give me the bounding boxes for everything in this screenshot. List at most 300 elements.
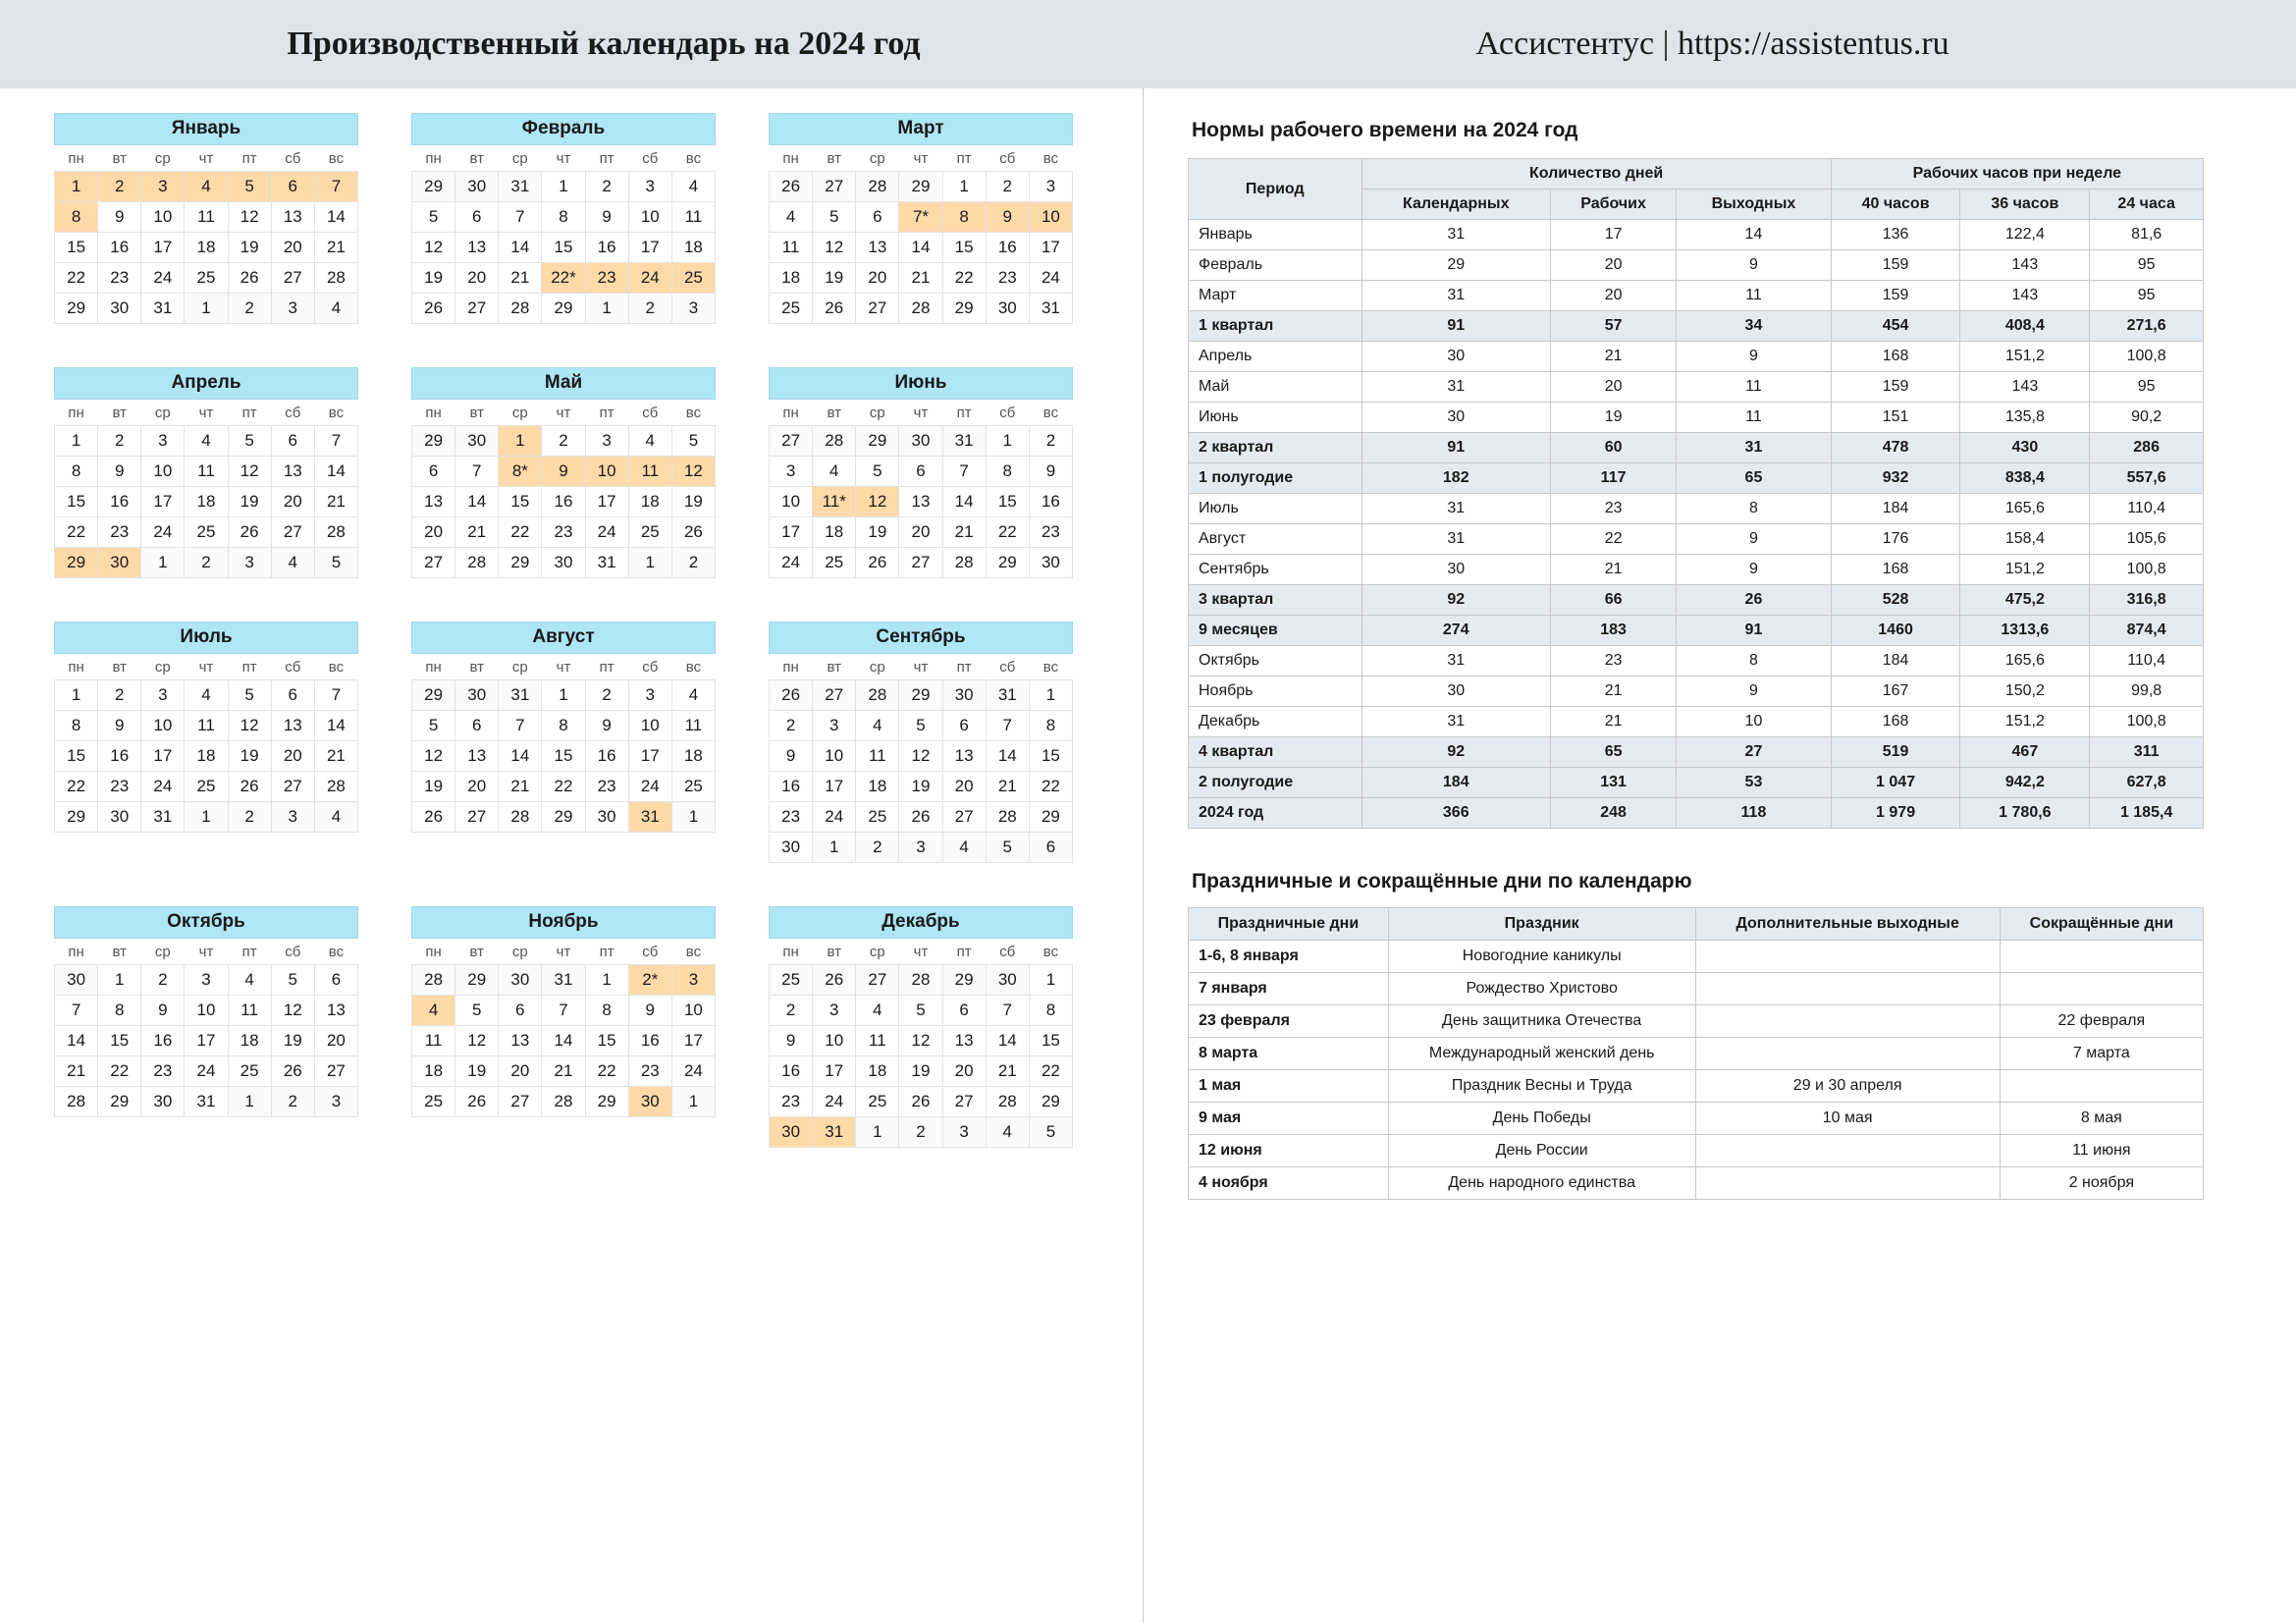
holiday-cell-name: Новогодние каникулы [1388, 941, 1695, 973]
day-cell: 29 [1029, 802, 1072, 833]
weekday-label: сб [285, 944, 301, 960]
month-январь [54, 113, 358, 324]
day-cell: 6 [899, 457, 942, 487]
day-cell: 15 [942, 233, 986, 263]
day-cell: 5 [671, 426, 715, 457]
week-row [412, 426, 716, 457]
day-cell: 1 [98, 965, 141, 996]
weekday-label: сб [285, 405, 301, 421]
day-cell: 17 [141, 487, 185, 517]
week-row [770, 426, 1073, 457]
day-cell: 5 [412, 711, 455, 741]
week-row [770, 741, 1073, 772]
day-cell: 24 [770, 548, 813, 578]
day-cell: 14 [314, 711, 357, 741]
norms-header-days-group: Количество дней [1362, 159, 1831, 189]
week-row [770, 802, 1073, 833]
day-cell: 8 [98, 996, 141, 1026]
day-cell: 27 [899, 548, 942, 578]
day-cell: 31 [141, 802, 185, 833]
norms-cell-weekend: 118 [1677, 798, 1831, 829]
day-cell: 28 [899, 294, 942, 324]
day-cell: 13 [314, 996, 357, 1026]
day-cell: 25 [671, 772, 715, 802]
table-row [1189, 1070, 2204, 1103]
day-cell: 27 [455, 802, 499, 833]
day-cell: 20 [271, 233, 314, 263]
day-cell: 10 [813, 1026, 856, 1056]
norms-cell-h36: 143 [1960, 281, 2090, 311]
day-cell: 18 [671, 233, 715, 263]
day-cell: 9 [585, 711, 628, 741]
norms-cell-period: Ноябрь [1189, 676, 1362, 707]
weekday-label: ср [154, 405, 171, 421]
norms-cell-calendar: 182 [1362, 463, 1550, 494]
day-cell: 1 [1029, 680, 1072, 711]
day-cell: 5 [455, 996, 499, 1026]
day-cell: 28 [314, 517, 357, 548]
day-cell: 21 [55, 1056, 98, 1087]
weekday-label: пт [599, 405, 614, 421]
week-row [770, 548, 1073, 578]
day-cell: 29 [899, 680, 942, 711]
norms-cell-working: 20 [1550, 372, 1676, 403]
day-cell: 2 [671, 548, 715, 578]
brand-link[interactable]: Ассистентус | https://assistentus.ru [1475, 26, 1949, 62]
day-cell: 3 [671, 965, 715, 996]
day-cell: 27 [813, 172, 856, 202]
norms-cell-weekend: 9 [1677, 555, 1831, 585]
week-row [770, 996, 1073, 1026]
day-cell: 4 [185, 172, 228, 202]
norms-cell-working: 21 [1550, 676, 1676, 707]
norms-cell-working: 66 [1550, 585, 1676, 616]
norms-cell-h40: 454 [1831, 311, 1960, 342]
day-cell: 10 [141, 711, 185, 741]
holiday-cell-short: 8 мая [2000, 1103, 2203, 1135]
day-cell: 18 [185, 487, 228, 517]
weekday-label: пт [956, 405, 972, 421]
weekday-label: ср [511, 944, 528, 960]
day-cell: 25 [856, 802, 899, 833]
day-cell: 12 [856, 487, 899, 517]
day-cell: 3 [628, 172, 671, 202]
day-cell: 6 [1029, 833, 1072, 863]
day-cell: 26 [412, 802, 455, 833]
norms-cell-h36: 1 780,6 [1960, 798, 2090, 829]
calendar-column [0, 88, 1144, 1623]
day-cell: 19 [412, 263, 455, 294]
day-cell: 5 [228, 680, 271, 711]
weekday-label: вт [112, 150, 127, 167]
day-cell: 3 [813, 711, 856, 741]
day-cell: 29 [1029, 1087, 1072, 1117]
norms-cell-calendar: 31 [1362, 372, 1550, 403]
day-cell: 29 [98, 1087, 141, 1117]
month-title: Октябрь [54, 906, 358, 939]
norms-cell-calendar: 30 [1362, 342, 1550, 372]
norms-cell-working: 21 [1550, 342, 1676, 372]
week-row [55, 517, 358, 548]
weekday-label: вс [685, 944, 702, 960]
month-декабрь [769, 906, 1073, 1148]
day-cell: 4 [314, 802, 357, 833]
day-cell: 6 [314, 965, 357, 996]
month-grid [769, 939, 1073, 1148]
norms-cell-period: 1 квартал [1189, 311, 1362, 342]
norms-cell-h40: 1 047 [1831, 768, 1960, 798]
day-cell: 9 [585, 202, 628, 233]
day-cell: 26 [813, 965, 856, 996]
day-cell: 30 [542, 548, 585, 578]
week-row [55, 1087, 358, 1117]
day-cell: 25 [228, 1056, 271, 1087]
norms-cell-h36: 165,6 [1960, 494, 2090, 524]
holidays-header: Дополнительные выходные [1695, 908, 2000, 941]
weekday-label: вт [827, 659, 841, 676]
table-row [1189, 281, 2204, 311]
norms-cell-weekend: 53 [1677, 768, 1831, 798]
day-cell: 20 [455, 772, 499, 802]
holiday-cell-date: 9 мая [1189, 1103, 1389, 1135]
day-cell: 12 [813, 233, 856, 263]
day-cell: 29 [942, 965, 986, 996]
norms-cell-h36: 143 [1960, 372, 2090, 403]
day-cell: 29 [942, 294, 986, 324]
weekday-label: пт [599, 150, 614, 167]
day-cell: 2 [628, 294, 671, 324]
day-cell: 9 [1029, 457, 1072, 487]
table-row [1189, 1135, 2204, 1167]
weekday-label: пн [782, 405, 799, 421]
norms-cell-period: Сентябрь [1189, 555, 1362, 585]
day-cell: 9 [141, 996, 185, 1026]
day-cell: 17 [141, 233, 185, 263]
day-cell: 8 [55, 711, 98, 741]
day-cell: 7 [499, 202, 542, 233]
weekday-label: пн [782, 150, 799, 167]
norms-cell-h36: 151,2 [1960, 555, 2090, 585]
weekday-label: чт [913, 944, 929, 960]
table-row [1189, 311, 2204, 342]
day-cell: 21 [314, 487, 357, 517]
day-cell: 23 [542, 517, 585, 548]
day-cell: 22 [585, 1056, 628, 1087]
norms-cell-period: Апрель [1189, 342, 1362, 372]
week-row [412, 1056, 716, 1087]
day-cell: 28 [499, 802, 542, 833]
week-row [412, 487, 716, 517]
day-cell: 8 [942, 202, 986, 233]
norms-cell-h36: 1313,6 [1960, 616, 2090, 646]
norms-cell-weekend: 11 [1677, 403, 1831, 433]
norms-cell-weekend: 27 [1677, 737, 1831, 768]
day-cell: 9 [628, 996, 671, 1026]
day-cell: 28 [455, 548, 499, 578]
day-cell: 29 [412, 680, 455, 711]
week-row [55, 1026, 358, 1056]
day-cell: 2 [899, 1117, 942, 1148]
norms-cell-period: 3 квартал [1189, 585, 1362, 616]
day-cell: 23 [986, 263, 1029, 294]
day-cell: 29 [542, 802, 585, 833]
day-cell: 11 [412, 1026, 455, 1056]
week-row [412, 294, 716, 324]
day-cell: 26 [228, 263, 271, 294]
norms-cell-h40: 932 [1831, 463, 1960, 494]
day-cell: 13 [942, 1026, 986, 1056]
day-cell: 15 [585, 1026, 628, 1056]
day-cell: 16 [542, 487, 585, 517]
day-cell: 27 [942, 802, 986, 833]
day-cell: 7 [314, 172, 357, 202]
day-cell: 13 [271, 202, 314, 233]
day-cell: 21 [986, 772, 1029, 802]
day-cell: 8* [499, 457, 542, 487]
week-row [412, 772, 716, 802]
table-row [1189, 1005, 2204, 1038]
holidays-header: Сокращённые дни [2000, 908, 2203, 941]
day-cell: 9 [542, 457, 585, 487]
weekday-label: пн [425, 150, 442, 167]
day-cell: 1 [542, 680, 585, 711]
norms-cell-working: 60 [1550, 433, 1676, 463]
day-cell: 30 [55, 965, 98, 996]
holiday-cell-extra [1695, 973, 2000, 1005]
weekday-label: вт [827, 150, 841, 167]
weekday-label: вт [469, 659, 484, 676]
month-grid [54, 654, 358, 833]
day-cell: 7 [55, 996, 98, 1026]
week-row [770, 294, 1073, 324]
day-cell: 20 [899, 517, 942, 548]
day-cell: 30 [770, 1117, 813, 1148]
day-cell: 1 [55, 680, 98, 711]
day-cell: 1 [585, 294, 628, 324]
weekday-label: вс [328, 150, 345, 167]
day-cell: 28 [499, 294, 542, 324]
norms-cell-working: 248 [1550, 798, 1676, 829]
table-row [1189, 941, 2204, 973]
day-cell: 2 [585, 680, 628, 711]
page-header [0, 0, 2296, 88]
day-cell: 26 [856, 548, 899, 578]
norms-cell-h40: 1460 [1831, 616, 1960, 646]
day-cell: 18 [856, 772, 899, 802]
day-cell: 2 [770, 711, 813, 741]
day-cell: 25 [671, 263, 715, 294]
day-cell: 4 [671, 680, 715, 711]
weekday-label: чт [198, 944, 214, 960]
weekday-label: пн [68, 150, 84, 167]
weekday-label: сб [642, 150, 659, 167]
weekday-label: чт [556, 659, 571, 676]
day-cell: 23 [770, 802, 813, 833]
weekday-label: сб [999, 405, 1016, 421]
norms-cell-h24: 1 185,4 [2090, 798, 2204, 829]
day-cell: 27 [942, 1087, 986, 1117]
day-cell: 6 [455, 711, 499, 741]
day-cell: 3 [813, 996, 856, 1026]
norms-cell-working: 22 [1550, 524, 1676, 555]
norms-cell-calendar: 30 [1362, 676, 1550, 707]
day-cell: 16 [1029, 487, 1072, 517]
weekday-label: ср [869, 405, 885, 421]
month-grid [54, 145, 358, 324]
week-row [770, 263, 1073, 294]
week-row [770, 517, 1073, 548]
table-row [1189, 1167, 2204, 1200]
day-cell: 30 [98, 294, 141, 324]
day-cell: 17 [185, 1026, 228, 1056]
day-cell: 12 [412, 741, 455, 772]
norms-cell-h24: 271,6 [2090, 311, 2204, 342]
day-cell: 29 [499, 548, 542, 578]
norms-cell-h24: 286 [2090, 433, 2204, 463]
day-cell: 10 [141, 457, 185, 487]
norms-cell-calendar: 31 [1362, 281, 1550, 311]
day-cell: 2 [542, 426, 585, 457]
norms-cell-h24: 316,8 [2090, 585, 2204, 616]
weekday-label: ср [154, 659, 171, 676]
day-cell: 10 [813, 741, 856, 772]
day-cell: 4 [671, 172, 715, 202]
day-cell: 3 [585, 426, 628, 457]
day-cell: 30 [98, 548, 141, 578]
norms-cell-period: Январь [1189, 220, 1362, 250]
weekday-label: пн [68, 944, 84, 960]
norms-header-calendar: Календарных [1362, 189, 1550, 220]
day-cell: 11 [671, 711, 715, 741]
weekday-label: вс [328, 944, 345, 960]
norms-header-h24: 24 часа [2090, 189, 2204, 220]
day-cell: 22 [55, 772, 98, 802]
norms-cell-period: Июнь [1189, 403, 1362, 433]
day-cell: 28 [942, 548, 986, 578]
weekday-label: пн [425, 659, 442, 676]
day-cell: 18 [228, 1026, 271, 1056]
day-cell: 14 [314, 457, 357, 487]
weekday-label: чт [556, 405, 571, 421]
norms-cell-calendar: 92 [1362, 585, 1550, 616]
day-cell: 4 [185, 680, 228, 711]
day-cell: 19 [228, 233, 271, 263]
week-row [412, 741, 716, 772]
day-cell: 30 [628, 1087, 671, 1117]
norms-cell-period: Июль [1189, 494, 1362, 524]
day-cell: 19 [813, 263, 856, 294]
norms-cell-weekend: 91 [1677, 616, 1831, 646]
week-row [770, 202, 1073, 233]
day-cell: 3 [1029, 172, 1072, 202]
day-cell: 5 [1029, 1117, 1072, 1148]
day-cell: 14 [986, 741, 1029, 772]
holidays-table [1188, 907, 2204, 1200]
norms-cell-h40: 176 [1831, 524, 1960, 555]
norms-cell-h40: 184 [1831, 494, 1960, 524]
day-cell: 22 [542, 772, 585, 802]
day-cell: 3 [899, 833, 942, 863]
norms-cell-h24: 90,2 [2090, 403, 2204, 433]
day-cell: 21 [499, 263, 542, 294]
norms-cell-h36: 151,2 [1960, 342, 2090, 372]
day-cell: 1 [671, 1087, 715, 1117]
norms-cell-h40: 478 [1831, 433, 1960, 463]
week-row [55, 802, 358, 833]
day-cell: 24 [185, 1056, 228, 1087]
norms-cell-working: 21 [1550, 555, 1676, 585]
day-cell: 3 [770, 457, 813, 487]
norms-cell-working: 131 [1550, 768, 1676, 798]
table-row [1189, 768, 2204, 798]
norms-cell-working: 20 [1550, 281, 1676, 311]
weekday-label: чт [913, 150, 929, 167]
day-cell: 3 [942, 1117, 986, 1148]
norms-cell-period: 2024 год [1189, 798, 1362, 829]
day-cell: 25 [856, 1087, 899, 1117]
day-cell: 18 [671, 741, 715, 772]
table-row [1189, 220, 2204, 250]
holiday-cell-short [2000, 973, 2203, 1005]
day-cell: 25 [813, 548, 856, 578]
weekday-label: вт [827, 944, 841, 960]
day-cell: 20 [942, 772, 986, 802]
week-row [55, 711, 358, 741]
day-cell: 6 [271, 426, 314, 457]
norms-cell-weekend: 11 [1677, 372, 1831, 403]
day-cell: 11 [856, 741, 899, 772]
day-cell: 26 [271, 1056, 314, 1087]
week-row [55, 426, 358, 457]
weekday-label: чт [198, 150, 214, 167]
day-cell: 20 [271, 487, 314, 517]
day-cell: 3 [141, 172, 185, 202]
day-cell: 6 [942, 711, 986, 741]
month-май [411, 367, 716, 578]
day-cell: 9 [98, 457, 141, 487]
weekday-label: вс [1042, 150, 1059, 167]
month-title: Май [411, 367, 716, 400]
day-cell: 26 [228, 517, 271, 548]
day-cell: 15 [542, 233, 585, 263]
weekday-label: вт [469, 150, 484, 167]
month-grid [769, 145, 1073, 324]
day-cell: 6 [271, 680, 314, 711]
day-cell: 7 [455, 457, 499, 487]
day-cell: 19 [856, 517, 899, 548]
day-cell: 1 [55, 426, 98, 457]
norms-cell-period: Август [1189, 524, 1362, 555]
day-cell: 16 [98, 233, 141, 263]
weekday-label: ср [154, 150, 171, 167]
week-row [412, 263, 716, 294]
norms-cell-h36: 430 [1960, 433, 2090, 463]
month-title: Ноябрь [411, 906, 716, 939]
page-title: Производственный календарь на 2024 год [287, 26, 921, 62]
day-cell: 26 [412, 294, 455, 324]
day-cell: 14 [499, 741, 542, 772]
day-cell: 11 [856, 1026, 899, 1056]
day-cell: 22 [942, 263, 986, 294]
month-title: Февраль [411, 113, 716, 145]
day-cell: 7 [942, 457, 986, 487]
norms-cell-h40: 159 [1831, 372, 1960, 403]
day-cell: 1 [856, 1117, 899, 1148]
table-row [1189, 494, 2204, 524]
day-cell: 17 [813, 1056, 856, 1087]
day-cell: 14 [55, 1026, 98, 1056]
day-cell: 20 [856, 263, 899, 294]
